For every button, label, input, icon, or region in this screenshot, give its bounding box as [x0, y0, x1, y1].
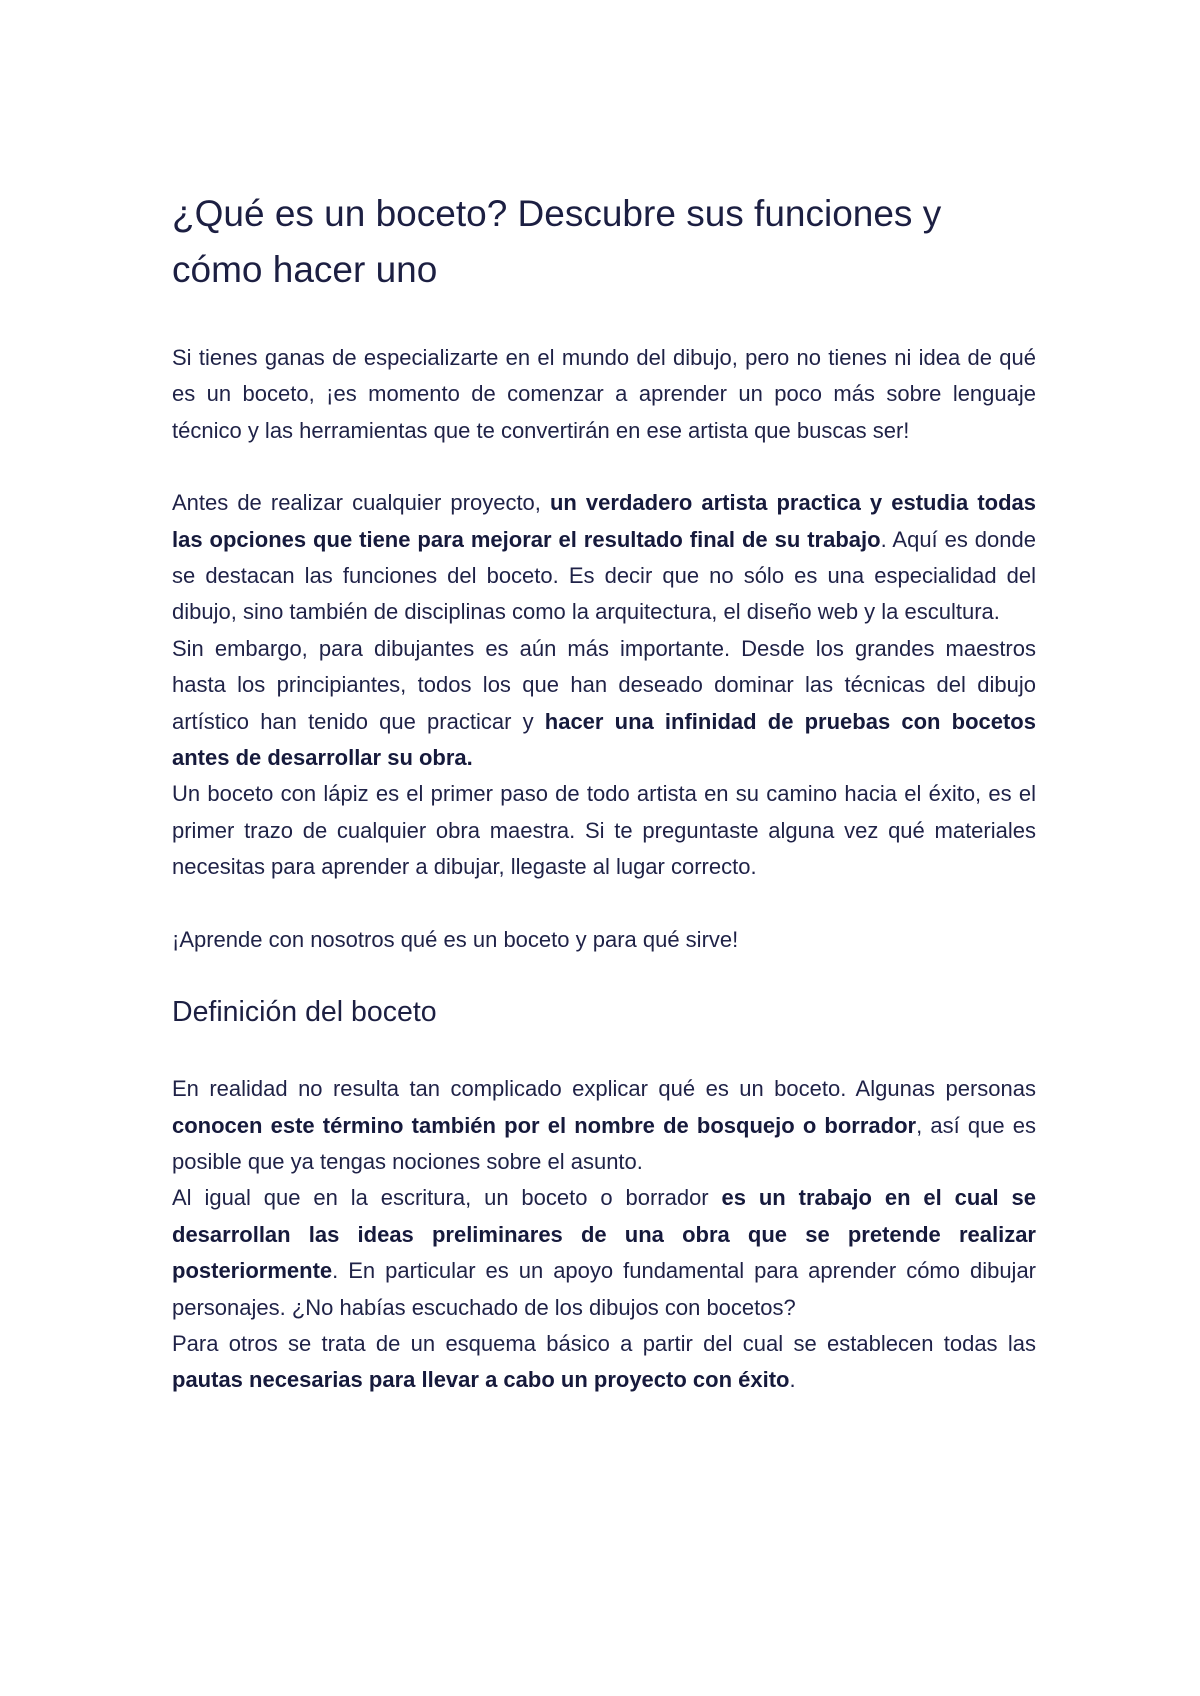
text-run: . En particular es un apoyo fundamental para aprender cómo dibujar personajes. ¿No habías escuchado de los dibujos con bocetos?: [172, 1258, 1036, 1320]
paragraph-pencil-sketch: Un boceto con lápiz es el primer paso de todo artista en su camino hacia el éxito, es el primer trazo de cualquier obra maestra. Si te preguntaste alguna vez qué materiales necesitas para aprender a dibujar, llegaste al lugar correcto.: [172, 781, 1036, 880]
text-run: . Aquí es donde se destacan las funciones del boceto. Es decir que no sólo es una especialidad del dibujo, sino también de disciplinas como la arquitectura, el diseño web y la escultura.: [172, 526, 1036, 625]
paragraph-learn-cta: ¡Aprende con nosotros qué es un boceto y para qué sirve!: [172, 926, 739, 952]
paragraph-definition: [172, 1071, 1036, 1180]
paragraph-gap: [172, 449, 1036, 485]
paragraph-writing-analogy: [172, 1180, 1036, 1326]
paragraph-gap: [172, 886, 1036, 922]
intro-paragraph: Si tienes ganas de especializarte en el mundo del dibujo, pero no tienes ni idea de qué es un boceto, ¡es momento de comenzar a aprender un poco más sobre lenguaje técnico y las herramientas que te convertirán en ese artista que buscas ser!: [172, 345, 1036, 443]
text-run: Al igual que en la escritura, un boceto o borrador: [172, 1185, 722, 1211]
text-run: Antes de realizar cualquier proyecto,: [172, 490, 550, 516]
bold-run: pautas necesarias para llevar a cabo un proyecto con éxito: [172, 1367, 790, 1393]
text-run: Sin embargo, para dibujantes es aún más importante. Desde los grandes maestros hasta los principiantes, todos los que han deseado dominar las técnicas del dibujo artístico han tenido que practicar y: [172, 635, 1036, 734]
bold-run: conocen este término también por el nombre de bosquejo o borrador: [172, 1112, 917, 1138]
text-run: Para otros se trata de un esquema básico a partir del cual se establecen todas las: [172, 1330, 1036, 1356]
text-run: .: [789, 1367, 796, 1393]
section-heading: Definición del boceto: [172, 996, 437, 1029]
paragraph-basic-scheme: [172, 1326, 1036, 1399]
bold-run: es un trabajo en el cual se desarrollan las ideas preliminares de una obra que se pretende realizar posteriormente: [172, 1185, 1036, 1284]
text-run: En realidad no resulta tan complicado explicar qué es un boceto. Algunas personas: [172, 1076, 1036, 1102]
paragraph-artist-practice: [172, 485, 1036, 631]
bold-run: hacer una infinidad de pruebas con bocetos antes de desarrollar su obra.: [172, 708, 1036, 771]
paragraph-draftsmen: [172, 631, 1036, 777]
page-title: ¿Qué es un boceto? Descubre sus funciones y cómo hacer uno: [172, 193, 942, 290]
bold-run: un verdadero artista practica y estudia todas las opciones que tiene para mejorar el resultado final de su trabajo: [172, 490, 1036, 552]
text-run: , así que es posible que ya tengas nociones sobre el asunto.: [172, 1112, 1036, 1174]
document-page: [172, 186, 1036, 1399]
